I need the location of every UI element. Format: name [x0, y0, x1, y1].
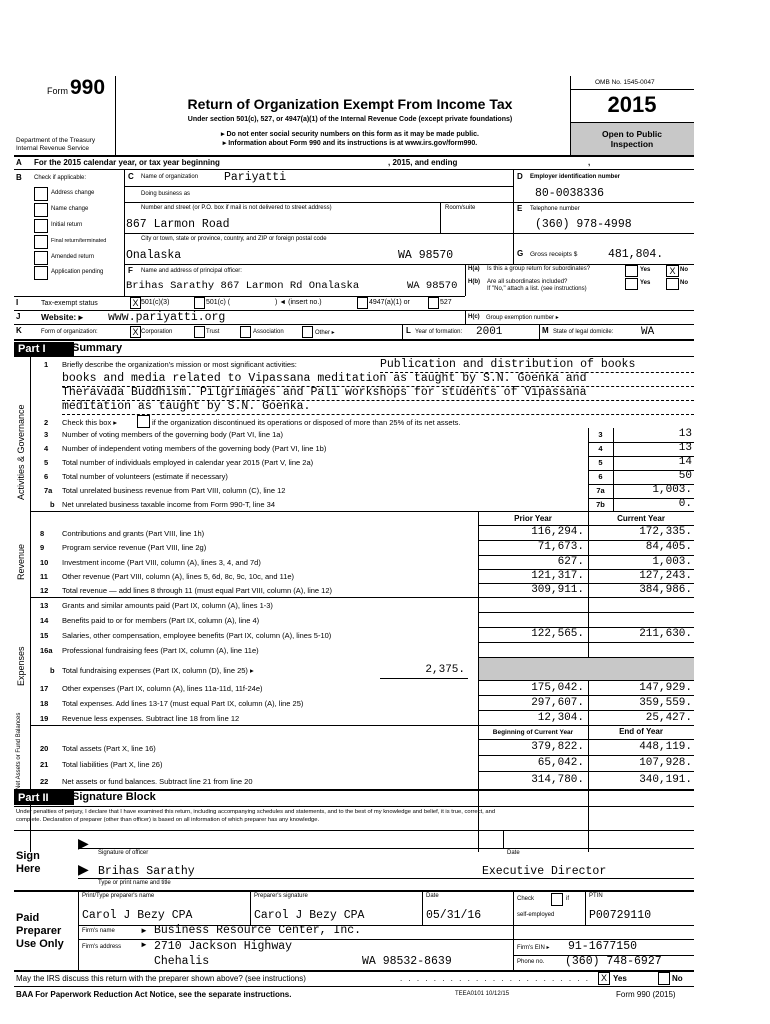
part2-title: Signature Block [72, 791, 156, 803]
line16a-text: Professional fundraising fees (Part IX, column (A), line 11e) [62, 646, 259, 655]
final-return-label: Final return/terminated [51, 238, 107, 244]
dept-line1: Department of the Treasury [16, 137, 96, 144]
application-pending-checkbox[interactable] [34, 266, 48, 280]
hb-text2: If "No," attach a list. (see instructions) [487, 286, 587, 292]
line2-text: Check this box ▸ [62, 418, 118, 427]
room-suite-label: Room/suite [445, 205, 476, 211]
preparer-date: 05/31/16 [426, 909, 482, 922]
row-f-letter: F [128, 266, 133, 275]
amended-return-label: Amended return [51, 254, 95, 260]
status-4947-label: 4947(a)(1) or [369, 299, 410, 306]
line21-current: 107,928. [639, 757, 692, 769]
if-label: if [566, 896, 569, 902]
open-inspection-1: Open to Public [602, 129, 662, 139]
mission-line4: meditation as taught by S.N. Goenka. [62, 400, 311, 413]
line5-text: Total number of individuals employed in calendar year 2015 (Part V, line 2a) [62, 458, 314, 467]
line12-current: 384,986. [639, 584, 692, 596]
form-footer: Form 990 (2015) [616, 990, 676, 999]
line2-num: 2 [44, 418, 49, 427]
line8-current: 172,335. [639, 526, 692, 538]
line21-prior: 65,042. [537, 757, 584, 769]
line10-num: 10 [40, 558, 49, 567]
dept-line2: Internal Revenue Service [16, 145, 89, 152]
firm-phone: (360) 748-6927 [565, 955, 662, 968]
line7a-text: Total unrelated business revenue from Part VIII, column (C), line 12 [62, 486, 286, 495]
line7b-value: 0. [678, 498, 692, 510]
line5-num: 5 [44, 458, 49, 467]
phone-value: (360) 978-4998 [535, 218, 632, 231]
dba-label: Doing business as [141, 191, 191, 197]
corporation-checkbox[interactable]: X [130, 326, 141, 338]
line17-current: 147,929. [639, 682, 692, 694]
officer-label: Name and address of principal officer: [141, 268, 242, 274]
line4-text: Number of independent voting members of the governing body (Part VI, line 1b) [62, 444, 327, 453]
hc-label: H(c) [468, 314, 480, 320]
row-e-letter: E [517, 204, 523, 213]
line12-num: 12 [40, 586, 49, 595]
address-change-checkbox[interactable] [34, 187, 48, 201]
line20-num: 20 [40, 744, 49, 753]
tax-exempt-label: Tax-exempt status [41, 300, 98, 307]
discontinued-checkbox[interactable] [137, 415, 150, 428]
line10-text: Investment income (Part VIII, column (A), lines 3, 4, and 7d) [62, 558, 261, 567]
paid-label-3: Use Only [16, 938, 64, 950]
line6-value: 50 [678, 470, 692, 482]
line3-num: 3 [44, 430, 49, 439]
line11-text: Other revenue (Part VIII, column (A), lines 5, 6d, 8c, 9c, 10c, and 11e) [62, 572, 295, 581]
preparer-name-label: Print/Type preparer's name [82, 893, 155, 899]
preparer-ptin: P00729110 [589, 909, 652, 922]
line15-current: 211,630. [639, 628, 692, 640]
org-city: Onalaska [126, 249, 182, 262]
discuss-leader: . . . . . . . . . . . . . . . . . . . . . . . [400, 974, 591, 983]
initial-return-checkbox[interactable] [34, 219, 48, 233]
prior-year-header: Prior Year [514, 514, 552, 523]
preparer-name: Carol J Bezy CPA [82, 909, 193, 922]
row-b-letter: B [16, 173, 22, 182]
preparer-date-label: Date [426, 893, 439, 899]
city-label: City or town, state or province, country, and ZIP or foreign postal code [141, 236, 327, 242]
line9-num: 9 [40, 543, 45, 552]
line1-text: Briefly describe the organization's mission or most significant activities: [62, 360, 297, 369]
status-501c-checkbox[interactable] [194, 297, 205, 309]
officer-zip: WA 98570 [407, 280, 458, 292]
line19-prior: 12,304. [537, 712, 584, 724]
ha-text: Is this a group return for subordinates? [487, 266, 591, 272]
line7b-box: 7b [596, 500, 605, 509]
address-change-label: Address change [51, 190, 95, 196]
part1-label: Part I [14, 342, 74, 356]
form-of-org-label: Form of organization: [41, 329, 98, 335]
line3-box: 3 [598, 430, 603, 439]
line18-num: 18 [40, 699, 49, 708]
line3-text: Number of voting members of the governing body (Part VI, line 1a) [62, 430, 283, 439]
side-expenses: Expenses [16, 646, 26, 686]
row-c-letter: C [128, 172, 134, 181]
association-checkbox[interactable] [240, 326, 251, 338]
line22-current: 340,191. [639, 774, 692, 786]
row-a-end: , [588, 158, 591, 167]
row-a-letter: A [16, 158, 22, 167]
row-g-letter: G [517, 249, 524, 258]
line18-prior: 297,607. [531, 697, 584, 709]
line7b-text: Net unrelated business taxable income from Form 990-T, line 34 [62, 500, 276, 509]
line16b-num: b [50, 666, 55, 675]
eoy-header: End of Year [619, 727, 663, 736]
preparer-sig-label: Preparer's signature [254, 893, 308, 899]
name-arrow-icon: ▶ [78, 861, 89, 877]
state-domicile-label: State of legal domicile: [553, 329, 614, 335]
line18-text: Total expenses. Add lines 13-17 (must equal Part IX, column (A), line 25) [62, 699, 304, 708]
trust-checkbox[interactable] [194, 326, 205, 338]
final-return-checkbox[interactable] [34, 235, 48, 249]
discuss-yes-label: Yes [613, 974, 627, 983]
phone-label: Telephone number [530, 206, 580, 212]
hc-text: Group exemption number ▸ [486, 315, 559, 321]
website-value[interactable]: www.pariyatti.org [108, 311, 226, 324]
firm-ein-label: Firm's EIN ▸ [517, 945, 550, 951]
firm-address-arrow-icon: ► [140, 940, 148, 949]
line12-text: Total revenue — add lines 8 through 11 (must equal Part VIII, column (A), line 12) [62, 586, 332, 595]
penalty-line2: complete. Declaration of preparer (other than officer) is based on all information of which preparer has any knowledge. [16, 817, 320, 823]
org-name-label: Name of organization [141, 174, 199, 180]
trust-label: Trust [206, 329, 220, 335]
ein-label: Employer identification number [530, 174, 621, 180]
officer-title: Executive Director [482, 865, 607, 878]
side-revenue: Revenue [16, 543, 26, 580]
firm-address: 2710 Jackson Highway [154, 940, 293, 953]
line2-text2: if the organization discontinued its operations or disposed of more than 25% of its net assets. [152, 418, 461, 427]
hb-no-checkbox[interactable] [666, 278, 679, 290]
line10-prior: 627. [557, 556, 584, 568]
firm-state-zip: WA 98532-8639 [362, 955, 452, 968]
corporation-label: Corporation [141, 329, 173, 335]
status-527-label: 527 [440, 299, 452, 306]
line5-box: 5 [598, 458, 603, 467]
officer-signature-label: Signature of officer [98, 850, 149, 856]
tax-year: 2015 [607, 92, 657, 117]
line1-num: 1 [44, 360, 49, 369]
status-4947-checkbox[interactable] [357, 297, 368, 309]
line7a-value: 1,003. [652, 484, 692, 496]
firm-name-arrow-icon: ► [140, 926, 148, 935]
row-a-mid: , 2015, and ending [388, 158, 458, 167]
part2-label: Part II [14, 791, 74, 805]
line14-text: Benefits paid to or for members (Part IX, column (A), line 4) [62, 616, 260, 625]
row-m-letter: M [542, 326, 549, 335]
form-note-info: ▸ Information about Form 990 and its instructions is at www.irs.gov/form990. [222, 140, 478, 147]
form-note-ssn: ▸ Do not enter social security numbers on this form as it may be made public. [221, 131, 479, 138]
ha-yes-checkbox[interactable] [625, 265, 638, 277]
penalty-line1: Under penalties of perjury, I declare that I have examined this return, including accompanying schedules and statements, and to the best of my knowledge and belief, it is true, correct, and [16, 809, 496, 815]
line3-value: 13 [678, 428, 692, 440]
line4-num: 4 [44, 444, 49, 453]
name-change-label: Name change [51, 206, 89, 212]
form-number: 990 [70, 76, 106, 99]
mission-line2: books and media related to Vipassana meditation as taught by S.N. Goenka and [62, 372, 587, 385]
principal-officer: Brihas Sarathy 867 Larmon Rd Onalaska [126, 280, 360, 292]
row-i-letter: I [16, 298, 19, 307]
self-employed-label: self-employed [517, 912, 555, 918]
year-formation-label: Year of formation: [415, 329, 463, 335]
firm-ein: 91-1677150 [568, 940, 638, 953]
firm-address-label: Firm's address [82, 944, 122, 950]
street-label: Number and street (or P.O. box if mail is not delivered to street address) [141, 205, 332, 211]
line19-text: Revenue less expenses. Subtract line 18 from line 12 [62, 714, 240, 723]
line16a-num: 16a [40, 646, 53, 655]
line8-prior: 116,294. [531, 526, 584, 538]
year-formation-value: 2001 [476, 326, 503, 338]
line7b-num: b [50, 500, 55, 509]
officer-name: Brihas Sarathy [98, 865, 195, 878]
line7a-num: 7a [44, 486, 53, 495]
form-code: TEEA0101 10/12/15 [455, 991, 510, 997]
line11-num: 11 [40, 572, 48, 581]
discuss-no-checkbox[interactable] [658, 972, 670, 985]
other-org-label: Other ▸ [315, 330, 335, 336]
line6-num: 6 [44, 472, 49, 481]
discuss-question: May the IRS discuss this return with the preparer shown above? (see instructions) [16, 974, 306, 983]
status-527-checkbox[interactable] [428, 297, 439, 309]
line9-text: Program service revenue (Part VIII, line 2g) [62, 543, 207, 552]
omb-number: OMB No. 1545-0047 [595, 79, 655, 86]
row-k-letter: K [16, 326, 22, 335]
application-pending-label: Application pending [51, 269, 104, 275]
state-domicile-value: WA [641, 326, 655, 338]
line17-text: Other expenses (Part IX, column (A), lines 11a-11d, 11f-24e) [62, 684, 263, 693]
line11-prior: 121,317. [531, 570, 584, 582]
other-org-checkbox[interactable] [302, 326, 313, 338]
org-street: 867 Larmon Road [126, 218, 230, 231]
line6-text: Total number of volunteers (estimate if necessary) [62, 472, 228, 481]
status-insert-label: ) ◄ (insert no.) [275, 299, 322, 306]
row-a-text: For the 2015 calendar year, or tax year beginning [34, 158, 220, 167]
form-subtitle: Under section 501(c), 527, or 4947(a)(1) of the Internal Revenue Code (except private foundations) [187, 116, 513, 123]
hb-label: H(b) [468, 279, 480, 285]
current-year-header: Current Year [617, 514, 665, 523]
hb-no-label: No [680, 280, 688, 286]
paid-label-2: Preparer [16, 925, 62, 937]
line4-value: 13 [678, 442, 692, 454]
line21-num: 21 [40, 760, 49, 769]
firm-name: Business Resource Center, Inc. [154, 924, 362, 937]
association-label: Association [253, 329, 284, 335]
org-state-zip: WA 98570 [398, 249, 454, 262]
ha-no-label: No [680, 267, 688, 273]
ha-yes-label: Yes [640, 267, 651, 273]
line8-text: Contributions and grants (Part VIII, line 1h) [62, 529, 205, 538]
status-501c3-checkbox[interactable]: X [130, 297, 141, 309]
hb-yes-label: Yes [640, 280, 651, 286]
line15-num: 15 [40, 631, 49, 640]
check-label: Check [517, 896, 535, 902]
status-501c3-label: 501(c)(3) [141, 299, 170, 306]
org-name: Pariyatti [224, 171, 287, 184]
row-d-letter: D [517, 172, 523, 181]
line7a-box: 7a [596, 486, 605, 495]
form-prefix: Form [47, 86, 68, 96]
line20-current: 448,119. [639, 741, 692, 753]
line15-prior: 122,565. [531, 628, 584, 640]
line13-num: 13 [40, 601, 49, 610]
row-l-letter: L [406, 326, 411, 335]
open-inspection-2: Inspection [610, 139, 654, 149]
mission-line3: Theravada Buddhism. Pilgrimages and Pali workshops for students of Vipassana [62, 386, 587, 399]
sign-label-1: Sign [16, 850, 40, 862]
paid-label-1: Paid [16, 912, 40, 924]
line21-text: Total liabilities (Part X, line 26) [62, 760, 163, 769]
form-title: Return of Organization Exempt From Income Tax [187, 96, 513, 112]
boy-header: Beginning of Current Year [492, 729, 574, 736]
name-change-checkbox[interactable] [34, 203, 48, 217]
gross-receipts-label: Gross receipts $ [530, 251, 578, 258]
initial-return-label: Initial return [51, 222, 83, 228]
line8-num: 8 [40, 529, 45, 538]
sign-arrow-icon: ▶ [78, 835, 89, 851]
officer-date-label: Date [507, 850, 520, 856]
row-j-letter: J [16, 312, 21, 321]
line17-prior: 175,042. [531, 682, 584, 694]
discuss-yes-checkbox[interactable]: X [598, 972, 610, 985]
status-501c-label: 501(c) ( [206, 299, 231, 306]
line18-current: 359,559. [639, 697, 692, 709]
line6-box: 6 [598, 472, 603, 481]
firm-phone-label: Phone no. [517, 959, 545, 965]
line10-current: 1,003. [652, 556, 692, 568]
line22-prior: 314,780. [531, 774, 584, 786]
ein-value: 80-0038336 [535, 187, 605, 200]
hb-text1: Are all subordinates included? [487, 279, 568, 285]
website-label: Website: ▸ [41, 312, 83, 322]
self-employed-checkbox[interactable] [551, 893, 563, 906]
side-activities: Activities & Governance [16, 404, 26, 500]
line15-text: Salaries, other compensation, employee benefits (Part IX, column (A), lines 5-10) [62, 631, 332, 640]
line16b-text: Total fundraising expenses (Part IX, column (D), line 25) ▸ [62, 666, 254, 675]
line14-num: 14 [40, 616, 49, 625]
line4-box: 4 [598, 444, 603, 453]
baa-notice: BAA For Paperwork Reduction Act Notice, see the separate instructions. [16, 990, 292, 999]
hb-yes-checkbox[interactable] [625, 278, 638, 290]
check-applicable-label: Check if applicable: [34, 175, 87, 181]
discuss-no-label: No [672, 974, 683, 983]
line19-current: 25,427. [645, 712, 692, 724]
amended-return-checkbox[interactable] [34, 251, 48, 265]
ha-label: H(a) [468, 266, 480, 272]
line17-num: 17 [40, 684, 49, 693]
line9-current: 84,405. [645, 541, 692, 553]
line20-prior: 379,822. [531, 741, 584, 753]
part1-title: Summary [72, 342, 123, 354]
type-name-label: Type or print name and title [98, 880, 171, 886]
line20-text: Total assets (Part X, line 16) [62, 744, 156, 753]
ha-no-checkbox[interactable]: X [666, 265, 679, 277]
mission-line1: Publication and distribution of books [380, 358, 636, 371]
line22-num: 22 [40, 777, 49, 786]
line5-value: 14 [678, 456, 692, 468]
side-net-assets: Net Assets or Fund Balances [16, 712, 22, 790]
firm-city: Chehalis [154, 955, 210, 968]
gross-receipts-value: 481,804. [608, 248, 664, 261]
line12-prior: 309,911. [531, 584, 584, 596]
line9-prior: 71,673. [537, 541, 584, 553]
line11-current: 127,243. [639, 570, 692, 582]
line13-text: Grants and similar amounts paid (Part IX, column (A), lines 1-3) [62, 601, 273, 610]
preparer-signature: Carol J Bezy CPA [254, 909, 365, 922]
line16b-value: 2,375. [425, 664, 465, 676]
firm-name-label: Firm's name [82, 928, 115, 934]
line19-num: 19 [40, 714, 49, 723]
ptin-label: PTIN [589, 893, 603, 899]
sign-label-2: Here [16, 863, 41, 875]
line22-text: Net assets or fund balances. Subtract line 21 from line 20 [62, 777, 253, 786]
